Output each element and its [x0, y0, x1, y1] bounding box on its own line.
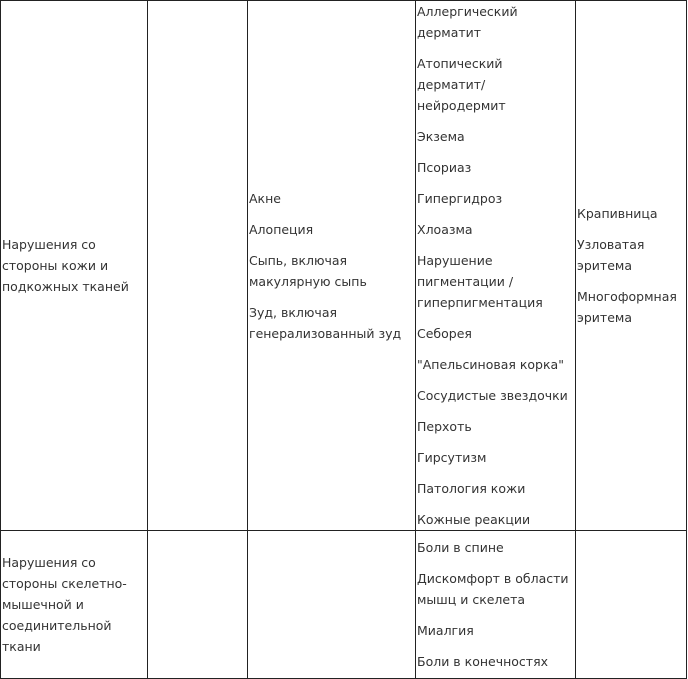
list-item: Себорея	[417, 326, 472, 341]
list-item: Сыпь, включая макулярную сыпь	[249, 252, 367, 289]
list-item: Зуд, включая генерализованный зуд	[249, 304, 402, 341]
very-common-cell	[148, 1, 248, 531]
common-cell	[248, 531, 416, 679]
list-item: Псориаз	[417, 160, 472, 175]
list-item: Гирсутизм	[417, 450, 487, 465]
list-item: "Апельсиновая корка"	[417, 357, 564, 372]
list-item: Перхоть	[417, 419, 472, 434]
organ-class-label: Нарушения со стороны скелетно- мышечной и соединительной ткани	[2, 555, 127, 654]
list-item: Гипергидроз	[417, 191, 503, 206]
rare-cell	[576, 1, 687, 531]
list-item: Узловатая эритема	[577, 237, 645, 273]
list-item: Хлоазма	[417, 222, 473, 237]
list-item: Патология кожи	[417, 481, 526, 496]
rare-cell	[576, 531, 687, 679]
list-item: Нарушение пигментации / гиперпигментация	[417, 253, 543, 310]
list-item: Алопеция	[249, 221, 314, 237]
list-item: Акне	[249, 190, 281, 206]
list-item: Крапивница	[577, 206, 658, 221]
list-item: Миалгия	[417, 623, 474, 638]
organ-class-cell	[1, 1, 148, 531]
common-cell	[248, 1, 416, 531]
list-item: Атопический дерматит/ нейродермит	[417, 56, 506, 113]
list-item: Аллергический дерматит	[417, 4, 518, 40]
organ-class-label: Нарушения со стороны кожи и подкожных тканей	[2, 237, 129, 294]
list-item: Боли в спине	[417, 540, 504, 555]
list-item: Дискомфорт в области мышц и скелета	[417, 571, 569, 607]
table-row-skin	[1, 1, 687, 531]
list-item: Многоформная эритема	[577, 289, 677, 325]
list-item: Боли в конечностях	[417, 654, 548, 669]
very-common-cell	[148, 531, 248, 679]
list-item: Сосудистые звездочки	[417, 388, 568, 403]
list-item: Экзема	[417, 129, 465, 144]
organ-class-cell	[1, 531, 148, 679]
list-item: Кожные реакции	[417, 512, 531, 527]
table-row-musculoskeletal	[1, 531, 687, 679]
uncommon-cell	[416, 1, 576, 531]
uncommon-cell	[416, 531, 576, 679]
